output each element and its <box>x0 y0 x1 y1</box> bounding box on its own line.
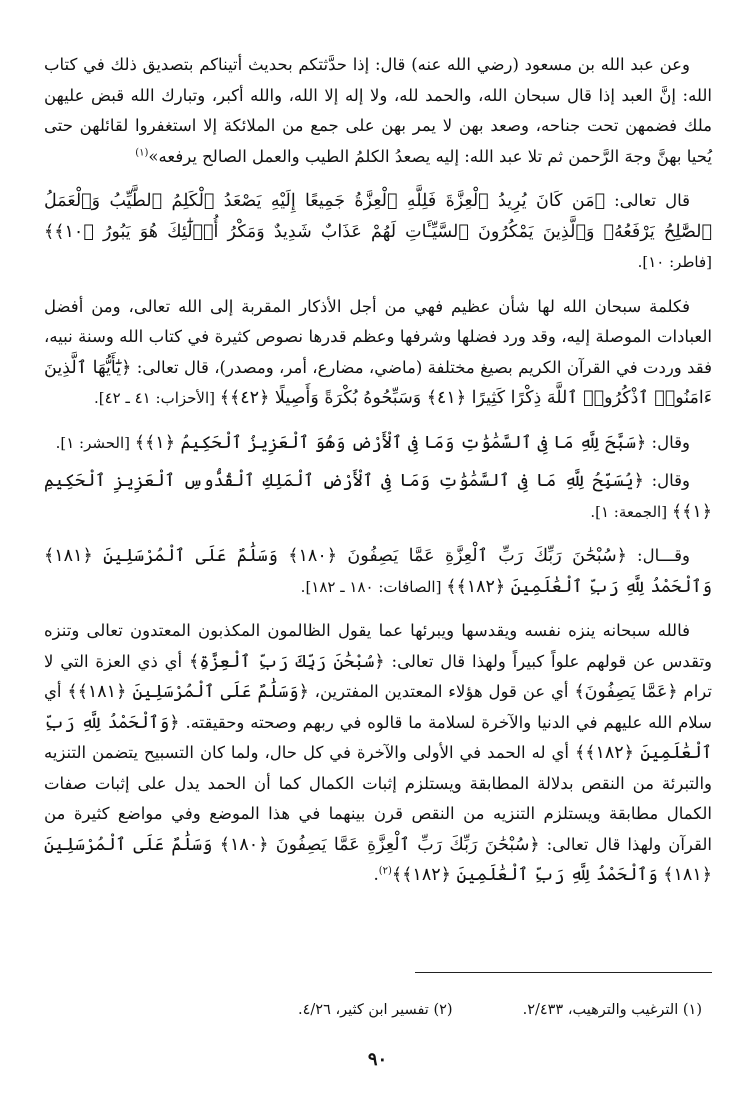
footnote-1 <box>523 999 702 1021</box>
paragraph-tasbih-virtue <box>44 292 712 414</box>
hadith-text: وعن عبد الله بن مسعود (رضي الله عنه) قال: إذا حدَّثتكم بحديث أتيناكم بتصديق ذلك في كتاب الله: إنَّ العبد إذا قال سبحان الله، والحمد لله، ولا إله إلا الله، والله أكبر، وتبارك الله قبض عليهن ملك فضمهن تحت جناحه، وصعد بهن لا يمر بهن على جمع من الملائكة إلا استغفروا لقائلهن حتى يُحيا بهنَّ وجهَ الرَّحمن ثم تلا عبد الله: إليه يصعدُ الكلمُ الطيب والعمل الصالح يرفعه» <box>44 55 712 166</box>
quran-verse: ﴿يَٰٓأَيُّهَا ٱلَّذِينَ ءَامَنُوا۟ ٱذْكُرُوا۟ ٱللَّهَ ذِكْرًا كَثِيرًا ﴿٤١﴾ وَسَبِّحُوهُ بُكْرَةً وَأَصِيلًا ﴿٤٢﴾﴾ <box>44 357 712 408</box>
footnote-number: (١) <box>682 1002 702 1018</box>
body-text: أي ذي العزة التي لا ترام <box>44 651 712 701</box>
quran-verse: ﴿وَٱلْحَمْدُ لِلَّهِ رَبِّ ٱلْعَٰلَمِينَ ﴿١٨٢﴾﴾ <box>44 712 712 763</box>
paragraph-saffat-verse <box>44 541 712 602</box>
quran-verse: ﴿سُبْحَٰنَ رَبِّكَ رَبِّ ٱلْعِزَّةِ عَمَّا يَصِفُونَ ﴿١٨٠﴾ وَسَلَٰمٌ عَلَى ٱلْمُرْسَلِينَ ﴿١٨١﴾ وَٱلْحَمْدُ لِلَّهِ رَبِّ ٱلْعَٰلَمِينَ ﴿١٨٢﴾﴾ <box>44 834 712 885</box>
quran-verse: ﴿سُبْحَٰنَ رَبِّكَ رَبِّ ٱلْعِزَّةِ عَمَّا يَصِفُونَ ﴿١٨٠﴾ وَسَلَٰمٌ عَلَى ٱلْمُرْسَلِينَ ﴿١٨١﴾ وَٱلْحَمْدُ لِلَّهِ رَبِّ ٱلْعَٰلَمِينَ ﴿١٨٢﴾﴾ <box>44 546 712 597</box>
paragraph-hadith <box>44 50 712 172</box>
body-text: فكلمة سبحان الله لها شأن عظيم فهي من أجل الأذكار المقربة إلى الله تعالى، ومن أفضل العبادات الموصلة إليه، وقد ورد فضلها وشرفها وعظم قدرها نصوص كثيرة في كتاب الله وسنة نبيه، فقد وردت في القرآن الكريم بصيغ مختلفة (ماضي، مضارع، أمر، ومصدر)، قال تعالى: <box>44 296 712 377</box>
paragraph-hashr-verse <box>44 428 712 459</box>
footnote-marker-2: (٢) <box>378 865 392 877</box>
footnote-separator <box>415 972 712 973</box>
footnotes <box>44 999 712 1021</box>
verse-reference: [الحشر: ١]. <box>55 433 135 452</box>
footnote-text: تفسير ابن كثير، ٤/٢٦. <box>298 1002 429 1018</box>
page-number: ٩٠ <box>367 1049 388 1070</box>
verse-reference: [الصافات: ١٨٠ ـ ١٨٢]. <box>300 577 447 596</box>
verse-reference: [الجمعة: ١]. <box>590 502 672 521</box>
quran-verse: ﴿سُبْحَٰنَ رَبِّكَ رَبِّ ٱلْعِزَّةِ﴾ <box>188 651 385 672</box>
intro-text: وقال: <box>646 432 690 452</box>
body-text: أي سلام الله عليهم في الدنيا والآخرة لسلامة ما قالوه في ربهم وصحته وحقيقته. <box>44 682 712 732</box>
quran-verse: ﴿مَن كَانَ يُرِيدُ ٱلْعِزَّةَ فَلِلَّهِ ٱلْعِزَّةُ جَمِيعًا إِلَيْهِ يَصْعَدُ ٱلْكَلِمُ ٱلطَّيِّبُ وَٱلْعَمَلُ ٱلصَّٰلِحُ يَرْفَعُهُۥ وَٱلَّذِينَ يَمْكُرُونَ ٱلسَّيِّـَٔاتِ لَهُمْ عَذَابٌ شَدِيدٌ وَمَكْرُ أُو۟لَٰٓئِكَ هُوَ يَبُورُ ﴿١٠﴾﴾ <box>44 191 712 242</box>
body-text: أي عن قول هؤلاء المعتدين المفترين، <box>308 682 575 701</box>
verse-reference: [الأحزاب: ٤١ ـ ٤٢]. <box>93 389 220 407</box>
paragraph-jumuah-verse <box>44 466 712 527</box>
footnote-number: (٢) <box>433 1002 453 1018</box>
quran-verse: ﴿سَبَّحَ لِلَّهِ مَا فِى ٱلسَّمَٰوَٰتِ وَمَا فِى ٱلْأَرْضِ وَهُوَ ٱلْعَزِيزُ ٱلْحَكِيمُ ﴿١﴾﴾ <box>134 432 647 453</box>
intro-text: وقـــال: <box>626 546 690 565</box>
quran-verse: ﴿وَسَلَٰمٌ عَلَى ٱلْمُرْسَلِينَ ﴿١٨١﴾﴾ <box>67 682 309 702</box>
verse-reference: [فاطر: ١٠]. <box>637 253 712 271</box>
intro-text: وقال: <box>643 471 690 490</box>
quran-verse: ﴿عَمَّا يَصِفُونَ﴾ <box>574 682 678 702</box>
paragraph-commentary <box>44 616 712 891</box>
body-text: . <box>373 865 379 884</box>
body-text: فالله سبحانه ينزه نفسه ويقدسها ويبرئها عما يقول الظالمون المكذبون المعتدون تعالى وتنزه وتقدس عن قولهم علواً كبيراً ولهذا قال تعالى: <box>44 621 713 671</box>
main-text <box>44 50 712 899</box>
footnote-text: الترغيب والترهيب، ٢/٤٣٣. <box>522 1002 679 1018</box>
intro-text: قال تعالى: <box>605 191 690 210</box>
footnote-marker-1: (١) <box>135 147 149 158</box>
quran-verse: ﴿يُسَبِّحُ لِلَّهِ مَا فِى ٱلسَّمَٰوَٰتِ وَمَا فِى ٱلْأَرْضِ ٱلْمَلِكِ ٱلْقُدُّوسِ ٱلْعَزِيزِ ٱلْحَكِيمِ ﴿١﴾﴾ <box>44 471 712 522</box>
paragraph-fatir-verse <box>44 186 712 278</box>
footnote-2 <box>298 999 453 1021</box>
body-text: أي له الحمد في الأولى والآخرة في كل حال، ولما كان التسبيح يتضمن التنزيه والتبرئة من النقص بدلالة المطابقة ويستلزم إثبات الكمال كما أن الحمد يدل على إثبات صفات الكمال مطابقة ويستلزم التنزيه من النقص قرن بينهما في هذا الموضع وفي مواضع كثيرة من القرآن ولهذا قال تعالى: <box>44 743 712 854</box>
